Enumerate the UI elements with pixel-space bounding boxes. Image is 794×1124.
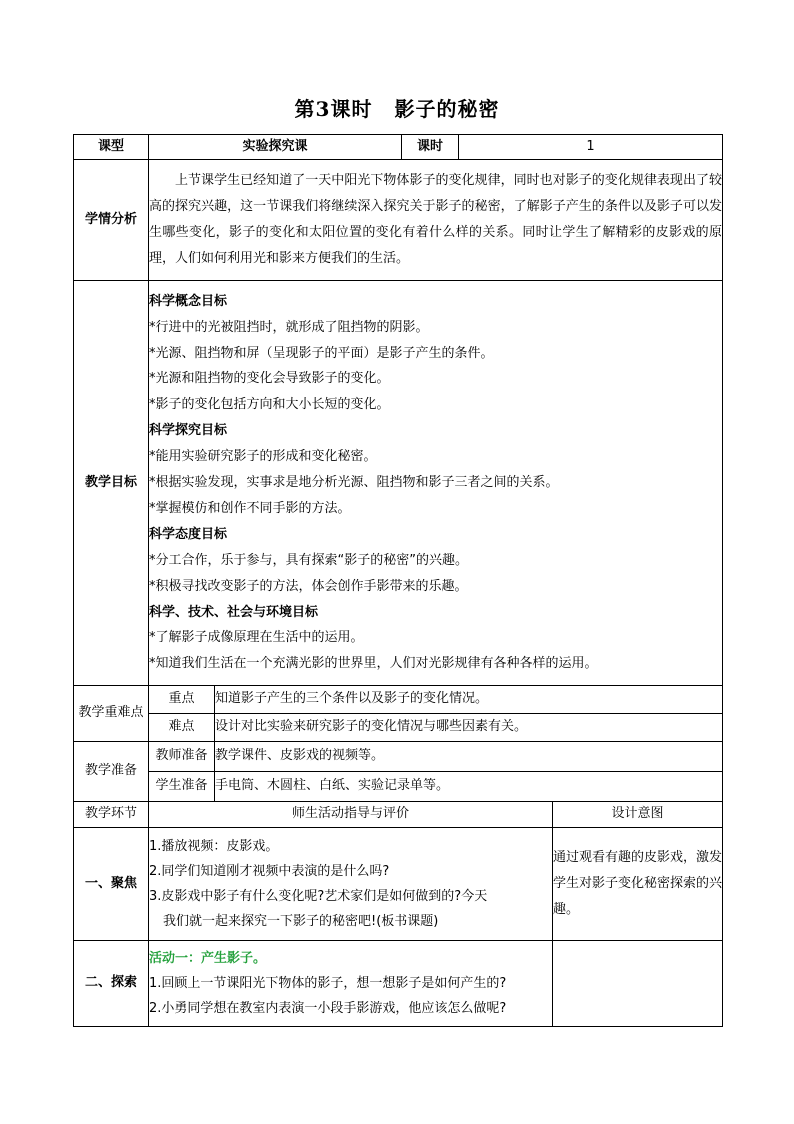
teacher-prep-label: 教师准备 <box>149 742 215 772</box>
goal-line: *行进中的光被阻挡时，就形成了阻挡物的阴影。 <box>149 319 429 335</box>
goal-line: *根据实验发现，实事求是地分析光源、阻挡物和影子三者之间的关系。 <box>149 475 559 491</box>
goal-line: 科学、技术、社会与环境目标 <box>149 604 319 620</box>
process-header-row <box>74 802 723 828</box>
goal-line: *积极寻找改变影子的方法，体会创作手影带来的乐趣。 <box>149 578 468 594</box>
goal-line: *掌握模仿和创作不同手影的方法。 <box>149 500 351 516</box>
student-prep-label: 学生准备 <box>149 772 215 802</box>
step-line: 3.皮影戏中影子有什么变化呢?艺术家们是如何做到的?今天 <box>149 889 488 904</box>
process-col-stage: 教学环节 <box>74 802 149 828</box>
course-type-label: 课型 <box>74 135 149 160</box>
step-line: 2.小勇同学想在教室内表演一小段手影游戏，他应该怎么做呢? <box>149 1001 507 1016</box>
lesson-plan-table <box>73 134 723 1027</box>
page-title <box>0 93 794 122</box>
student-prep-text: 手电筒、木圆柱、白纸、实验记录单等。 <box>215 772 723 802</box>
goal-line: *光源和阻挡物的变化会导致影子的变化。 <box>149 371 390 387</box>
key-point-text: 知道影子产生的三个条件以及影子的变化情况。 <box>215 686 723 714</box>
goals-content <box>149 281 723 686</box>
difficulty-label: 难点 <box>149 714 215 742</box>
step-focus-label: 一、聚焦 <box>74 828 149 941</box>
class-hours-value: 1 <box>459 135 723 160</box>
step-explore-label: 二、探索 <box>74 941 149 1027</box>
analysis-text: 上节课学生已经知道了一天中阳光下物体影子的变化规律，同时也对影子的变化规律表现出了较高的探究兴趣，这一节课我们将继续深入探究关于影子的秘密，了解影子产生的条件以及影子可以发生哪些变化，影子的变化和太阳位置的变化有着什么样的关系。同时让学生了解精彩的皮影戏的原理，人们如何利用光和影来方便我们的生活。 <box>149 160 723 281</box>
teacher-prep-row <box>74 742 723 772</box>
goal-line: 科学探究目标 <box>149 423 228 439</box>
difficulty-text: 设计对比实验来研究影子的变化情况与哪些因素有关。 <box>215 714 723 742</box>
difficulty-row <box>74 714 723 742</box>
step-line: 2.同学们知道刚才视频中表演的是什么吗? <box>149 864 390 879</box>
step-line: 我们就一起来探究一下影子的秘密吧!(板书课题) <box>163 914 439 929</box>
step-focus-row <box>74 828 723 941</box>
step-explore-content <box>149 941 553 1027</box>
goal-line: *分工合作，乐于参与，具有探索“影子的秘密”的兴趣。 <box>149 552 468 568</box>
course-type-row <box>74 135 723 160</box>
process-col-intent: 设计意图 <box>553 802 723 828</box>
key-points-label: 教学重难点 <box>74 686 149 742</box>
step-explore-row <box>74 941 723 1027</box>
goal-line: *知道我们生活在一个充满光影的世界里，人们对光影规律有各种各样的运用。 <box>149 656 598 672</box>
step-focus-intent: 通过观看有趣的皮影戏，激发学生对影子变化秘密探索的兴趣。 <box>553 828 723 941</box>
lesson-name: 影子的秘密 <box>394 97 500 121</box>
goals-label: 教学目标 <box>74 281 149 686</box>
student-prep-row <box>74 772 723 802</box>
step-explore-intent <box>553 941 723 1027</box>
key-point-row <box>74 686 723 714</box>
goal-line: *光源、阻挡物和屏（呈现影子的平面）是影子产生的条件。 <box>149 345 494 361</box>
goal-line: 科学概念目标 <box>149 293 228 309</box>
prep-label: 教学准备 <box>74 742 149 802</box>
goals-row <box>74 281 723 686</box>
goal-line: *了解影子成像原理在生活中的运用。 <box>149 630 364 646</box>
step-line: 1.回顾上一节课阳光下物体的影子，想一想影子是如何产生的? <box>149 976 507 991</box>
process-col-activity: 师生活动指导与评价 <box>149 802 553 828</box>
step-focus-content <box>149 828 553 941</box>
analysis-label: 学情分析 <box>74 160 149 281</box>
analysis-row <box>74 160 723 281</box>
lesson-number: 第3课时 <box>294 97 373 121</box>
class-hours-label: 课时 <box>402 135 459 160</box>
activity-title: 活动一：产生影子。 <box>149 951 267 966</box>
goal-line: *影子的变化包括方向和大小长短的变化。 <box>149 397 390 413</box>
goal-line: *能用实验研究影子的形成和变化秘密。 <box>149 449 377 465</box>
key-point-label: 重点 <box>149 686 215 714</box>
teacher-prep-text: 教学课件、皮影戏的视频等。 <box>215 742 723 772</box>
step-line: 1.播放视频：皮影戏。 <box>149 839 279 854</box>
course-type-value: 实验探究课 <box>149 135 402 160</box>
goal-line: 科学态度目标 <box>149 526 228 542</box>
